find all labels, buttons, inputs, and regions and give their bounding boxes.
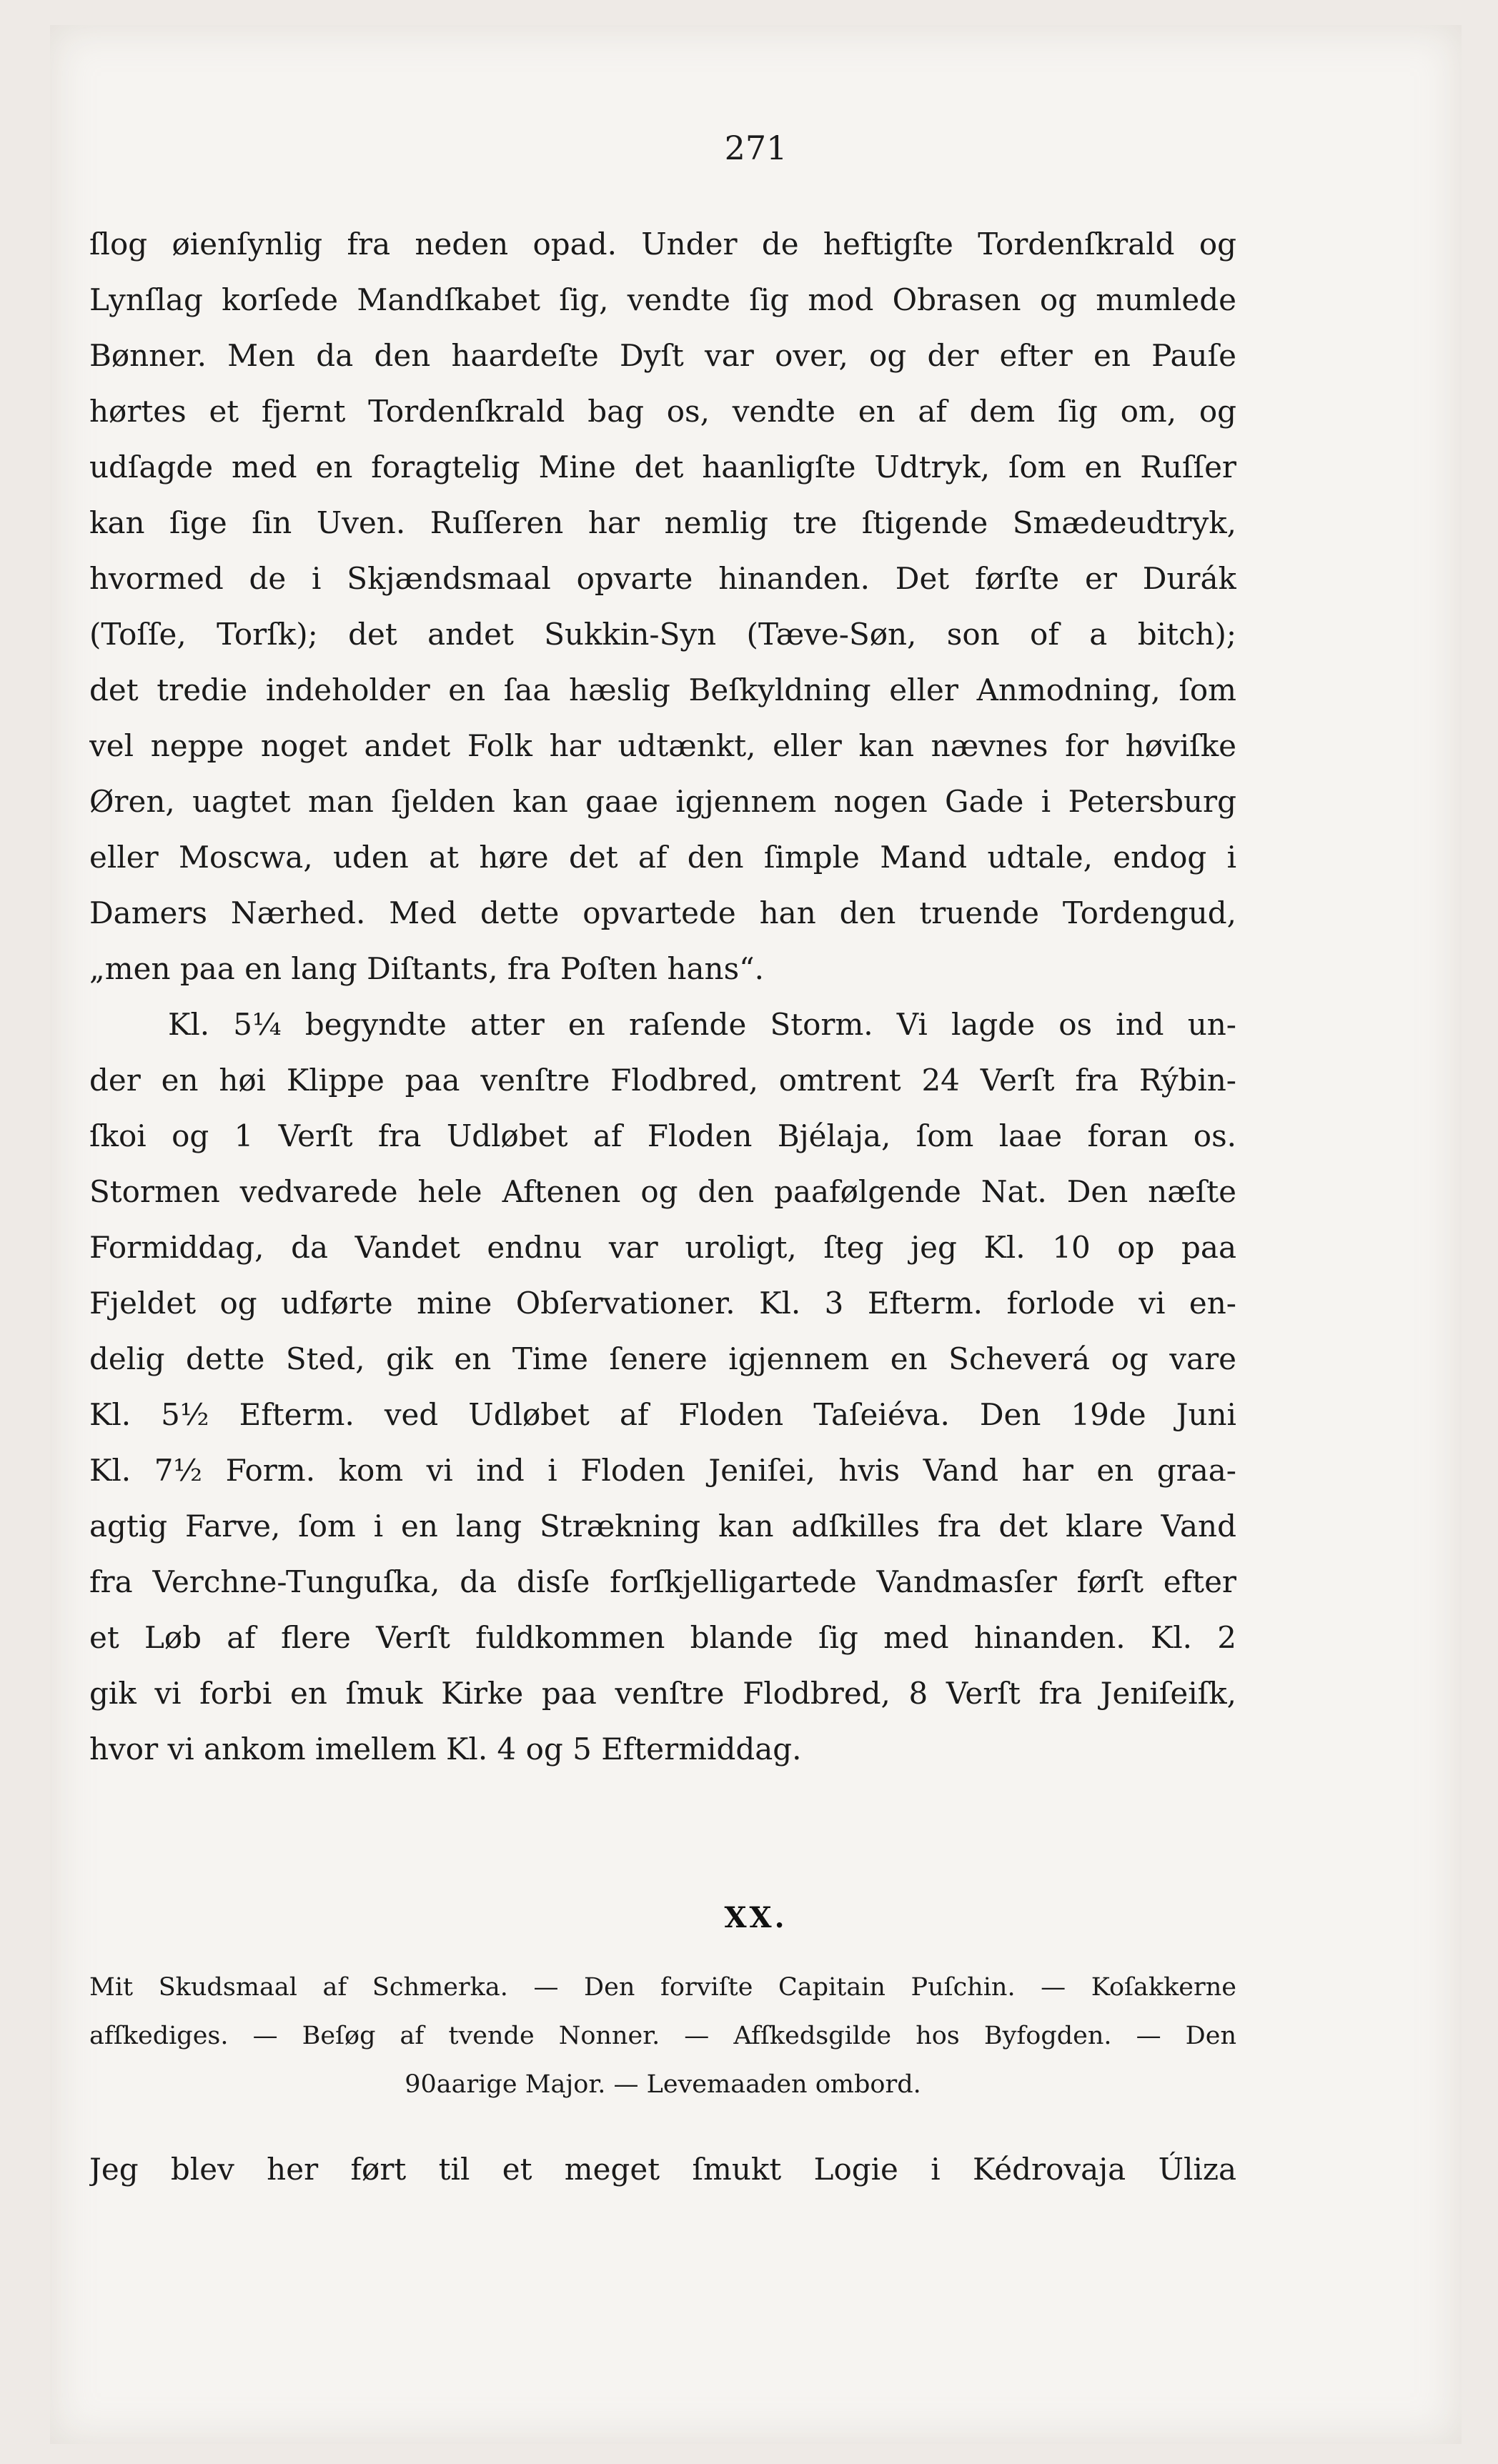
summary-line: Mit Skudsmaal af Schmerka. — Den forviſte Capitain Puſchin. — Koſakkerne: [89, 1973, 1236, 2002]
text-line: vel neppe noget andet Folk har udtænkt, eller kan nævnes for høviſke: [89, 728, 1236, 763]
text-line: fra Verchne-Tunguſka, da disſe forſkjelligartede Vandmasſer førſt efter: [89, 1564, 1236, 1599]
text-line: ſkoi og 1 Verſt fra Udløbet af Floden Bjélaja, ſom laae foran os.: [89, 1118, 1236, 1153]
text-line: delig dette Sted, gik en Time ſenere igjennem en Scheverá og vare: [89, 1341, 1236, 1376]
text-line: Kl. 7½ Form. kom vi ind i Floden Jeniſei, hvis Vand har en graa-: [89, 1453, 1236, 1488]
text-line: Øren, uagtet man ſjelden kan gaae igjennem nogen Gade i Petersburg: [89, 784, 1236, 819]
text-line: agtig Farve, ſom i en lang Strækning kan adſkilles fra det klare Vand: [89, 1509, 1236, 1544]
text-line: Lynſlag korſede Mandſkabet ſig, vendte ſig mod Obrasen og mumlede: [89, 282, 1236, 317]
text-line: Kl. 5½ Efterm. ved Udløbet af Floden Taſeiéva. Den 19de Juni: [89, 1397, 1236, 1432]
body-text: [89, 217, 1236, 1777]
summary-line: 90aarige Major. — Levemaaden ombord.: [405, 2070, 921, 2099]
text-line: Kl. 5¼ begyndte atter en raſende Storm. Vi lagde os ind un-: [168, 1007, 1236, 1042]
text-line: Formiddag, da Vandet endnu var uroligt, ſteg jeg Kl. 10 op paa: [89, 1230, 1236, 1265]
text-line: Damers Nærhed. Med dette opvartede han den truende Tordengud,: [89, 895, 1236, 930]
text-line: ſlog øienſynlig fra neden opad. Under de heftigſte Tordenſkrald og: [89, 227, 1236, 262]
text-line: Stormen vedvarede hele Aftenen og den paafølgende Nat. Den næſte: [89, 1174, 1236, 1209]
text-line: det tredie indeholder en ſaa hæslig Beſkyldning eller Anmodning, ſom: [89, 672, 1236, 707]
chapter-opening: [89, 2142, 1236, 2197]
text-line: (Toſſe, Torſk); det andet Sukkin-Syn (Tæve-Søn, son of a bitch);: [89, 617, 1236, 652]
text-line: et Løb af flere Verſt fuldkommen blande ſig med hinanden. Kl. 2: [89, 1620, 1236, 1655]
text-line: hørtes et fjernt Tordenſkrald bag os, vendte en af dem ſig om, og: [89, 394, 1236, 429]
book-page: [50, 25, 1462, 2444]
chapter-summary: [89, 1963, 1236, 2109]
text-line: kan ſige ſin Uven. Ruſſeren har nemlig tre ſtigende Smædeudtryk,: [89, 505, 1236, 540]
text-line: hvor vi ankom imellem Kl. 4 og 5 Eftermiddag.: [89, 1732, 802, 1767]
text-line: udſagde med en foragtelig Mine det haanligſte Udtryk, ſom en Ruſſer: [89, 449, 1236, 485]
text-line: der en høi Klippe paa venſtre Flodbred, omtrent 24 Verſt fra Rýbin-: [89, 1063, 1236, 1098]
summary-line: afſkediges. — Beſøg af tvende Nonner. — Afſkedsgilde hos Byfogden. — Den: [89, 2022, 1236, 2050]
text-line: gik vi forbi en ſmuk Kirke paa venſtre Flodbred, 8 Verſt fra Jeniſeiſk,: [89, 1676, 1236, 1711]
chapter-heading: XX.: [724, 1901, 788, 1934]
page-number: 271: [724, 129, 788, 167]
text-line: eller Moscwa, uden at høre det af den ſimple Mand udtale, endog i: [89, 840, 1236, 875]
text-line: Jeg blev her ført til et meget ſmukt Logie i Kédrovaja Úliza: [89, 2152, 1236, 2187]
text-line: hvormed de i Skjændsmaal opvarte hinanden. Det førſte er Durák: [89, 561, 1236, 596]
text-line: Fjeldet og udførte mine Obſervationer. Kl. 3 Efterm. forlode vi en-: [89, 1286, 1236, 1321]
text-line: „men paa en lang Diſtants, fra Poſten hans“.: [89, 951, 764, 986]
text-line: Bønner. Men da den haardeſte Dyſt var over, og der efter en Pauſe: [89, 338, 1236, 373]
